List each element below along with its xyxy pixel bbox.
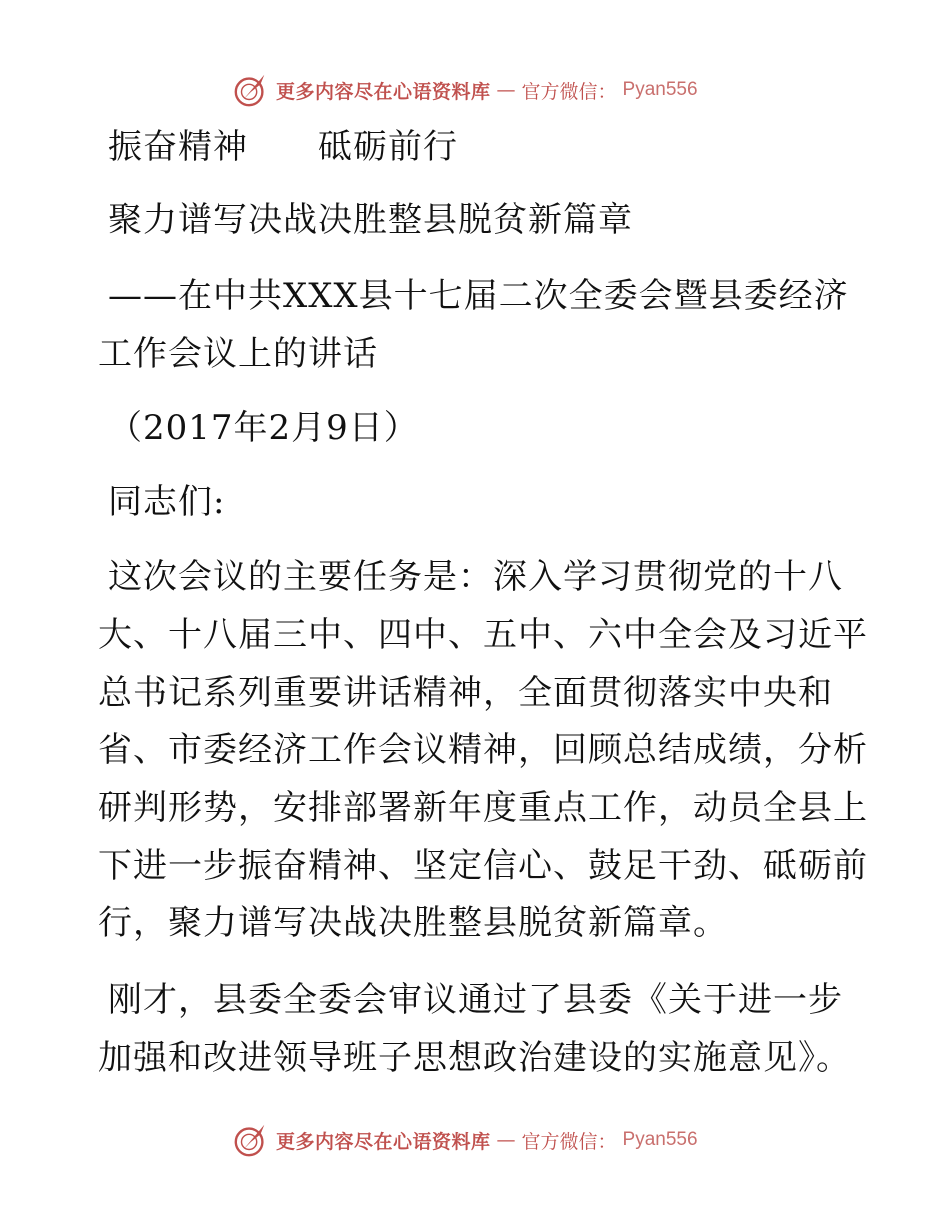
banner-wechat-id: Pyan556	[622, 79, 698, 100]
paragraph-1-line: 行，聚力谱写决战决胜整县脱贫新篇章。	[98, 903, 728, 943]
watermark-banner-bottom	[232, 1120, 698, 1160]
doc-salutation: 同志们:	[108, 482, 226, 522]
paragraph-2-line: 刚才，县委全委会审议通过了县委《关于进一步	[108, 980, 843, 1020]
banner-dash: —	[496, 1129, 516, 1151]
banner-brand-text: 更多内容尽在心语资料库	[276, 80, 491, 103]
paragraph-1-line: 大、十八届三中、四中、五中、六中全会及习近平	[98, 615, 868, 655]
banner-label: 官方微信：	[521, 80, 617, 103]
banner-dash: —	[496, 79, 516, 101]
doc-subtitle-line-1: ——在中共XXX县十七届二次全委会暨县委经济	[108, 276, 849, 316]
paragraph-2-line: 加强和改进领导班子思想政治建设的实施意见》。	[98, 1038, 851, 1078]
doc-title-line-2: 聚力谱写决战决胜整县脱贫新篇章	[108, 200, 633, 240]
watermark-banner-top	[232, 70, 698, 110]
banner-brand-text: 更多内容尽在心语资料库	[276, 1130, 491, 1153]
paragraph-1-line: 研判形势，安排部署新年度重点工作，动员全县上	[98, 788, 868, 828]
doc-subtitle-line-2: 工作会议上的讲话	[98, 334, 378, 374]
paragraph-1-line: 这次会议的主要任务是：深入学习贯彻党的十八	[108, 557, 843, 597]
doc-date: （2017年2月9日）	[108, 408, 419, 448]
banner-wechat-id: Pyan556	[622, 1129, 698, 1150]
paragraph-1-line: 下进一步振奋精神、坚定信心、鼓足干劲、砥砺前	[98, 846, 868, 886]
quill-logo-icon	[232, 71, 270, 109]
paragraph-1-line: 总书记系列重要讲话精神，全面贯彻落实中央和	[98, 673, 833, 713]
doc-title-line-1: 振奋精神 砥砺前行	[108, 127, 458, 167]
banner-label: 官方微信：	[521, 1130, 617, 1153]
paragraph-1-line: 省、市委经济工作会议精神，回顾总结成绩，分析	[98, 730, 868, 770]
quill-logo-icon	[232, 1121, 270, 1159]
